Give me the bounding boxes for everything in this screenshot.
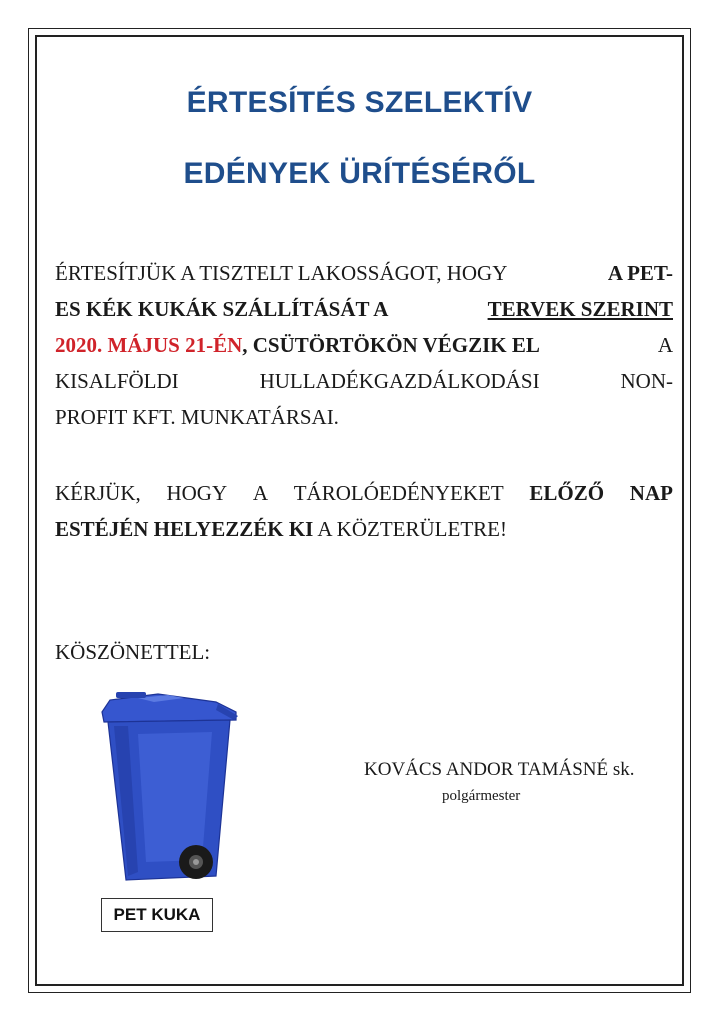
bin-label: PET KUKA	[101, 898, 213, 932]
text-span: ÉRTESÍTJÜK A TISZTELT LAKOSSÁGOT, HOGY	[55, 261, 508, 285]
bold-span: , CSÜTÖRTÖKÖN VÉGZIK EL	[242, 333, 540, 357]
title-line-1: ÉRTESÍTÉS SZELEKTÍV	[186, 86, 533, 119]
text-span: KISALFÖLDI	[55, 369, 179, 393]
text-span: KÉRJÜK,	[55, 481, 141, 505]
title-line-2: EDÉNYEK ÜRÍTÉSÉRŐL	[183, 157, 536, 190]
paragraph-line	[55, 511, 673, 547]
signer-role: polgármester	[442, 788, 521, 804]
bold-span: A PET-	[607, 261, 673, 285]
bold-span: ELŐZŐ	[529, 481, 605, 505]
bold-span: ES KÉK KUKÁK SZÁLLÍTÁSÁT A	[55, 297, 389, 321]
text-span: A	[252, 481, 269, 505]
paragraph-line	[55, 363, 673, 399]
text-span: A	[657, 333, 673, 357]
text-span: HOGY	[166, 481, 228, 505]
underlined-span: TERVEK SZERINT	[487, 297, 673, 321]
text-span: A KÖZTERÜLETRE!	[313, 517, 507, 541]
request-paragraph	[55, 475, 673, 547]
paragraph-line	[55, 255, 673, 291]
paragraph-line	[55, 475, 673, 511]
text-span: TÁROLÓEDÉNYEKET	[293, 481, 504, 505]
bold-span: ESTÉJÉN HELYEZZÉK KI	[55, 517, 314, 541]
bold-span: NAP	[629, 481, 673, 505]
date-highlight: 2020. MÁJUS 21-ÉN	[55, 333, 243, 357]
text-span: NON-	[620, 369, 673, 393]
paragraph-line	[55, 291, 673, 327]
paragraph-line	[55, 327, 673, 363]
text-span: HULLADÉKGAZDÁLKODÁSI	[259, 369, 540, 393]
notice-paragraph	[55, 255, 673, 435]
closing-text: KÖSZÖNETTEL:	[55, 640, 211, 664]
paragraph-line: PROFIT KFT. MUNKATÁRSAI.	[55, 405, 339, 429]
signer-name: KOVÁCS ANDOR TAMÁSNÉ sk.	[364, 759, 635, 780]
blue-bin-image	[98, 690, 240, 888]
